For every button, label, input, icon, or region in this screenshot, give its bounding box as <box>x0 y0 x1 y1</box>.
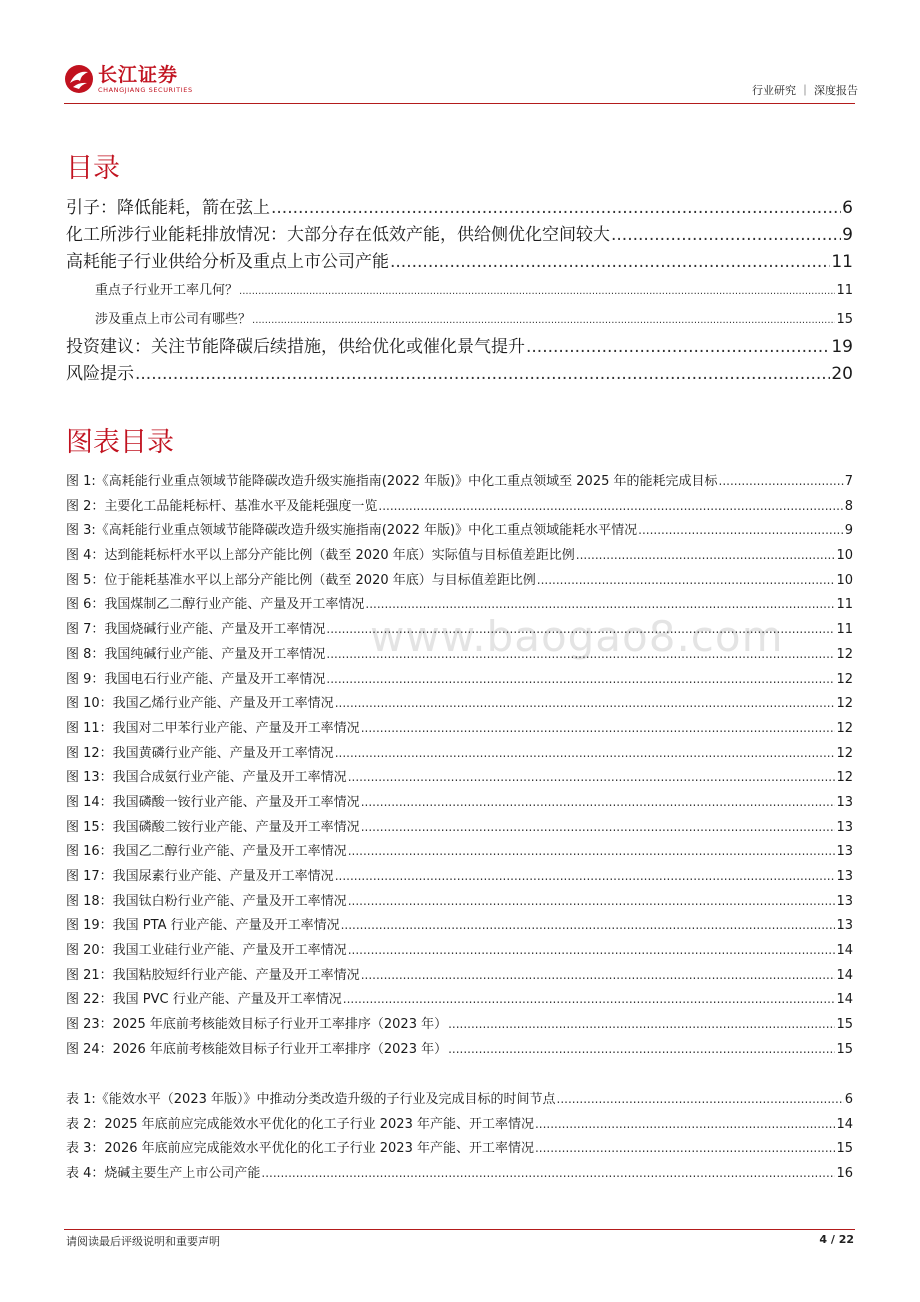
table-entry-label: 表 2：2025 年底前应完成能效水平优化的化工子行业 2023 年产能、开工率情况 <box>66 1116 534 1132</box>
footer-divider <box>64 1229 855 1230</box>
figure-entry[interactable] <box>66 518 853 543</box>
leader-dots <box>557 1087 844 1112</box>
toc-entry-label: 投资建议：关注节能降碳后续措施，供给优化或催化景气提升 <box>66 337 525 357</box>
figure-entry-label: 图 3:《高耗能行业重点领域节能降碳改造升级实施指南(2022 年版)》中化工重点领域能耗水平情况 <box>66 523 638 539</box>
leader-dots <box>526 334 830 361</box>
figure-entry[interactable] <box>66 839 853 864</box>
figure-entry-label: 图 15：我国磷酸二铵行业产能、产量及开工率情况 <box>66 819 360 835</box>
figure-entry[interactable] <box>66 913 853 938</box>
figure-entry-page: 15 <box>836 1017 853 1033</box>
toc-subentry[interactable] <box>66 305 853 334</box>
figure-entry-label: 图 24：2026 年底前考核能效目标子行业开工率排序（2023 年） <box>66 1041 448 1057</box>
figure-entry-page: 11 <box>836 597 853 613</box>
leader-dots <box>638 518 844 543</box>
leader-dots <box>378 494 843 519</box>
figure-entry-page: 9 <box>844 523 853 539</box>
figure-entry-page: 13 <box>836 918 853 934</box>
leader-dots <box>271 195 841 222</box>
figure-entry-page: 13 <box>836 893 853 909</box>
figure-entry[interactable] <box>66 494 853 519</box>
figure-entry-page: 10 <box>836 548 853 564</box>
leader-dots <box>535 1136 835 1161</box>
phoenix-logo-icon <box>64 64 94 94</box>
figure-entry[interactable] <box>66 864 853 889</box>
toc-entry-page: 19 <box>831 337 853 357</box>
table-entry-page: 15 <box>836 1141 853 1157</box>
figure-entry[interactable] <box>66 1037 853 1062</box>
leader-dots <box>361 815 836 840</box>
leader-dots <box>390 249 830 276</box>
figure-entry-label: 图 2：主要化工品能耗标杆、基准水平及能耗强度一览 <box>66 498 378 514</box>
report-category: 行业研究 ｜ 深度报告 <box>752 84 858 97</box>
figure-entry-page: 12 <box>836 745 853 761</box>
figure-entry-label: 图 13：我国合成氨行业产能、产量及开工率情况 <box>66 770 347 786</box>
leader-dots <box>335 691 836 716</box>
figure-entry[interactable] <box>66 889 853 914</box>
table-entry-label: 表 1:《能效水平（2023 年版）》中推动分类改造升级的子行业及完成目标的时间节点 <box>66 1092 556 1107</box>
leader-dots <box>348 938 836 963</box>
leader-dots <box>326 642 835 667</box>
leader-dots <box>239 277 835 306</box>
figure-list-title: 图表目录 <box>66 427 174 458</box>
figure-entry-label: 图 1:《高耗能行业重点领域节能降碳改造升级实施指南(2022 年版)》中化工重点领域至 2025 年的能耗完成目标 <box>66 474 718 489</box>
figure-entry-page: 12 <box>836 720 853 736</box>
figure-entry[interactable] <box>66 963 853 988</box>
figure-entry-label: 图 17：我国尿素行业产能、产量及开工率情况 <box>66 869 334 884</box>
figure-entry-page: 8 <box>844 498 853 514</box>
leader-dots <box>348 839 836 864</box>
figure-entry-page: 14 <box>836 943 853 959</box>
toc-entry-page: 11 <box>836 283 853 298</box>
figure-entry-page: 13 <box>836 869 853 884</box>
toc-entry[interactable] <box>66 249 853 276</box>
toc-entry-page: 11 <box>831 252 853 272</box>
leader-dots <box>335 864 836 889</box>
table-entry[interactable] <box>66 1112 853 1137</box>
brand-logo <box>64 64 193 94</box>
figure-entry-label: 图 19：我国 PTA 行业产能、产量及开工率情况 <box>66 918 340 934</box>
figure-entry[interactable] <box>66 987 853 1012</box>
toc-subentry[interactable] <box>66 276 853 305</box>
toc-entry[interactable] <box>66 222 853 249</box>
toc-entry[interactable] <box>66 361 853 388</box>
figure-entry-label: 图 4：达到能耗标杆水平以上部分产能比例（截至 2020 年底）实际值与目标值差距比例 <box>66 548 575 564</box>
leader-dots <box>348 889 836 914</box>
figure-entry-page: 12 <box>836 646 853 662</box>
figure-entry-label: 图 14：我国磷酸一铵行业产能、产量及开工率情况 <box>66 794 360 810</box>
header-divider <box>64 103 855 104</box>
table-entry-label: 表 4：烧碱主要生产上市公司产能 <box>66 1166 261 1182</box>
figure-entry-label: 图 8：我国纯碱行业产能、产量及开工率情况 <box>66 646 326 662</box>
figure-entry-label: 图 11：我国对二甲苯行业产能、产量及开工率情况 <box>66 720 360 736</box>
figure-entry-label: 图 23：2025 年底前考核能效目标子行业开工率排序（2023 年） <box>66 1017 448 1033</box>
leader-dots <box>611 222 841 249</box>
leader-dots <box>537 568 836 593</box>
figure-entry[interactable] <box>66 741 853 766</box>
figure-entry[interactable] <box>66 691 853 716</box>
table-entry-page: 6 <box>844 1092 853 1107</box>
leader-dots <box>335 741 836 766</box>
leader-dots <box>535 1112 835 1137</box>
figure-entry-page: 12 <box>836 696 853 712</box>
figure-entry[interactable] <box>66 790 853 815</box>
figure-entry-label: 图 9：我国电石行业产能、产量及开工率情况 <box>66 671 326 687</box>
leader-dots <box>326 667 835 692</box>
table-entry-page: 16 <box>836 1166 853 1182</box>
figure-entry[interactable] <box>66 815 853 840</box>
leader-dots <box>361 790 836 815</box>
leader-dots <box>135 361 830 388</box>
figure-entry[interactable] <box>66 716 853 741</box>
leader-dots <box>448 1012 835 1037</box>
leader-dots <box>261 1161 835 1186</box>
leader-dots <box>448 1037 835 1062</box>
figure-entry[interactable] <box>66 765 853 790</box>
figure-entry-page: 11 <box>836 622 853 638</box>
toc-entry[interactable] <box>66 334 853 361</box>
figure-entry[interactable] <box>66 543 853 568</box>
figure-list <box>66 469 853 1062</box>
figure-entry[interactable] <box>66 667 853 692</box>
figure-entry-label: 图 18：我国钛白粉行业产能、产量及开工率情况 <box>66 893 347 909</box>
leader-dots <box>343 987 836 1012</box>
toc-entry-label: 涉及重点上市公司有哪些？ <box>95 312 252 327</box>
figure-entry-page: 13 <box>836 844 853 860</box>
leader-dots <box>252 306 835 335</box>
figure-entry-label: 图 20：我国工业硅行业产能、产量及开工率情况 <box>66 943 347 959</box>
logo-name-en: CHANGJIANG SECURITIES <box>98 86 193 94</box>
toc-entry-page: 9 <box>842 225 853 245</box>
figure-entry[interactable] <box>66 1012 853 1037</box>
table-entry-label: 表 3：2026 年底前应完成能效水平优化的化工子行业 2023 年产能、开工率情况 <box>66 1141 534 1157</box>
toc-entry-label: 高耗能子行业供给分析及重点上市公司产能 <box>66 252 389 272</box>
figure-entry-label: 图 7：我国烧碱行业产能、产量及开工率情况 <box>66 622 326 638</box>
figure-entry[interactable] <box>66 592 853 617</box>
page-indicator: 4 / 22 <box>819 1233 854 1246</box>
toc-entry-label: 重点子行业开工率几何？ <box>95 283 239 298</box>
table-of-contents <box>66 195 853 388</box>
toc-entry-label: 风险提示 <box>66 364 134 384</box>
figure-entry-label: 图 6：我国煤制乙二醇行业产能、产量及开工率情况 <box>66 597 365 613</box>
table-entry[interactable] <box>66 1087 853 1112</box>
figure-entry-label: 图 5：位于能耗基准水平以上部分产能比例（截至 2020 年底）与目标值差距比例 <box>66 572 536 588</box>
toc-title: 目录 <box>66 153 120 184</box>
toc-entry[interactable] <box>66 195 853 222</box>
watermark: www.baogao8.com <box>370 612 784 661</box>
figure-entry-page: 14 <box>836 992 853 1008</box>
figure-entry[interactable] <box>66 617 853 642</box>
figure-entry[interactable] <box>66 469 853 494</box>
table-entry[interactable] <box>66 1136 853 1161</box>
figure-entry-page: 13 <box>836 819 853 835</box>
page-header <box>0 0 920 110</box>
figure-entry[interactable] <box>66 642 853 667</box>
figure-entry[interactable] <box>66 938 853 963</box>
leader-dots <box>361 963 836 988</box>
figure-entry-page: 13 <box>836 794 853 810</box>
figure-entry-page: 15 <box>836 1041 853 1057</box>
figure-entry-label: 图 21：我国粘胶短纤行业产能、产量及开工率情况 <box>66 967 360 983</box>
table-entry[interactable] <box>66 1161 853 1186</box>
toc-entry-label: 引子：降低能耗，箭在弦上 <box>66 198 270 218</box>
figure-entry-page: 10 <box>836 572 853 588</box>
logo-name-cn: 长江证券 <box>98 64 179 86</box>
leader-dots <box>719 469 844 494</box>
figure-entry-page: 12 <box>836 671 853 687</box>
figure-entry-label: 图 12：我国黄磷行业产能、产量及开工率情况 <box>66 745 334 761</box>
toc-entry-page: 6 <box>842 198 853 218</box>
toc-entry-label: 化工所涉行业能耗排放情况：大部分存在低效产能，供给侧优化空间较大 <box>66 225 610 245</box>
leader-dots <box>361 716 836 741</box>
figure-entry-label: 图 22：我国 PVC 行业产能、产量及开工率情况 <box>66 992 342 1008</box>
figure-entry-page: 12 <box>836 770 853 786</box>
table-entry-page: 14 <box>836 1116 853 1132</box>
figure-entry[interactable] <box>66 568 853 593</box>
leader-dots <box>326 617 835 642</box>
leader-dots <box>348 765 836 790</box>
toc-entry-page: 15 <box>836 312 853 327</box>
footer-disclaimer: 请阅读最后评级说明和重要声明 <box>66 1235 220 1248</box>
figure-entry-page: 7 <box>844 474 853 489</box>
table-list <box>66 1087 853 1186</box>
figure-entry-label: 图 10：我国乙烯行业产能、产量及开工率情况 <box>66 696 334 712</box>
leader-dots <box>576 543 836 568</box>
figure-entry-label: 图 16：我国乙二醇行业产能、产量及开工率情况 <box>66 844 347 860</box>
leader-dots <box>341 913 836 938</box>
figure-entry-page: 14 <box>836 967 853 983</box>
toc-entry-page: 20 <box>831 364 853 384</box>
leader-dots <box>365 592 835 617</box>
